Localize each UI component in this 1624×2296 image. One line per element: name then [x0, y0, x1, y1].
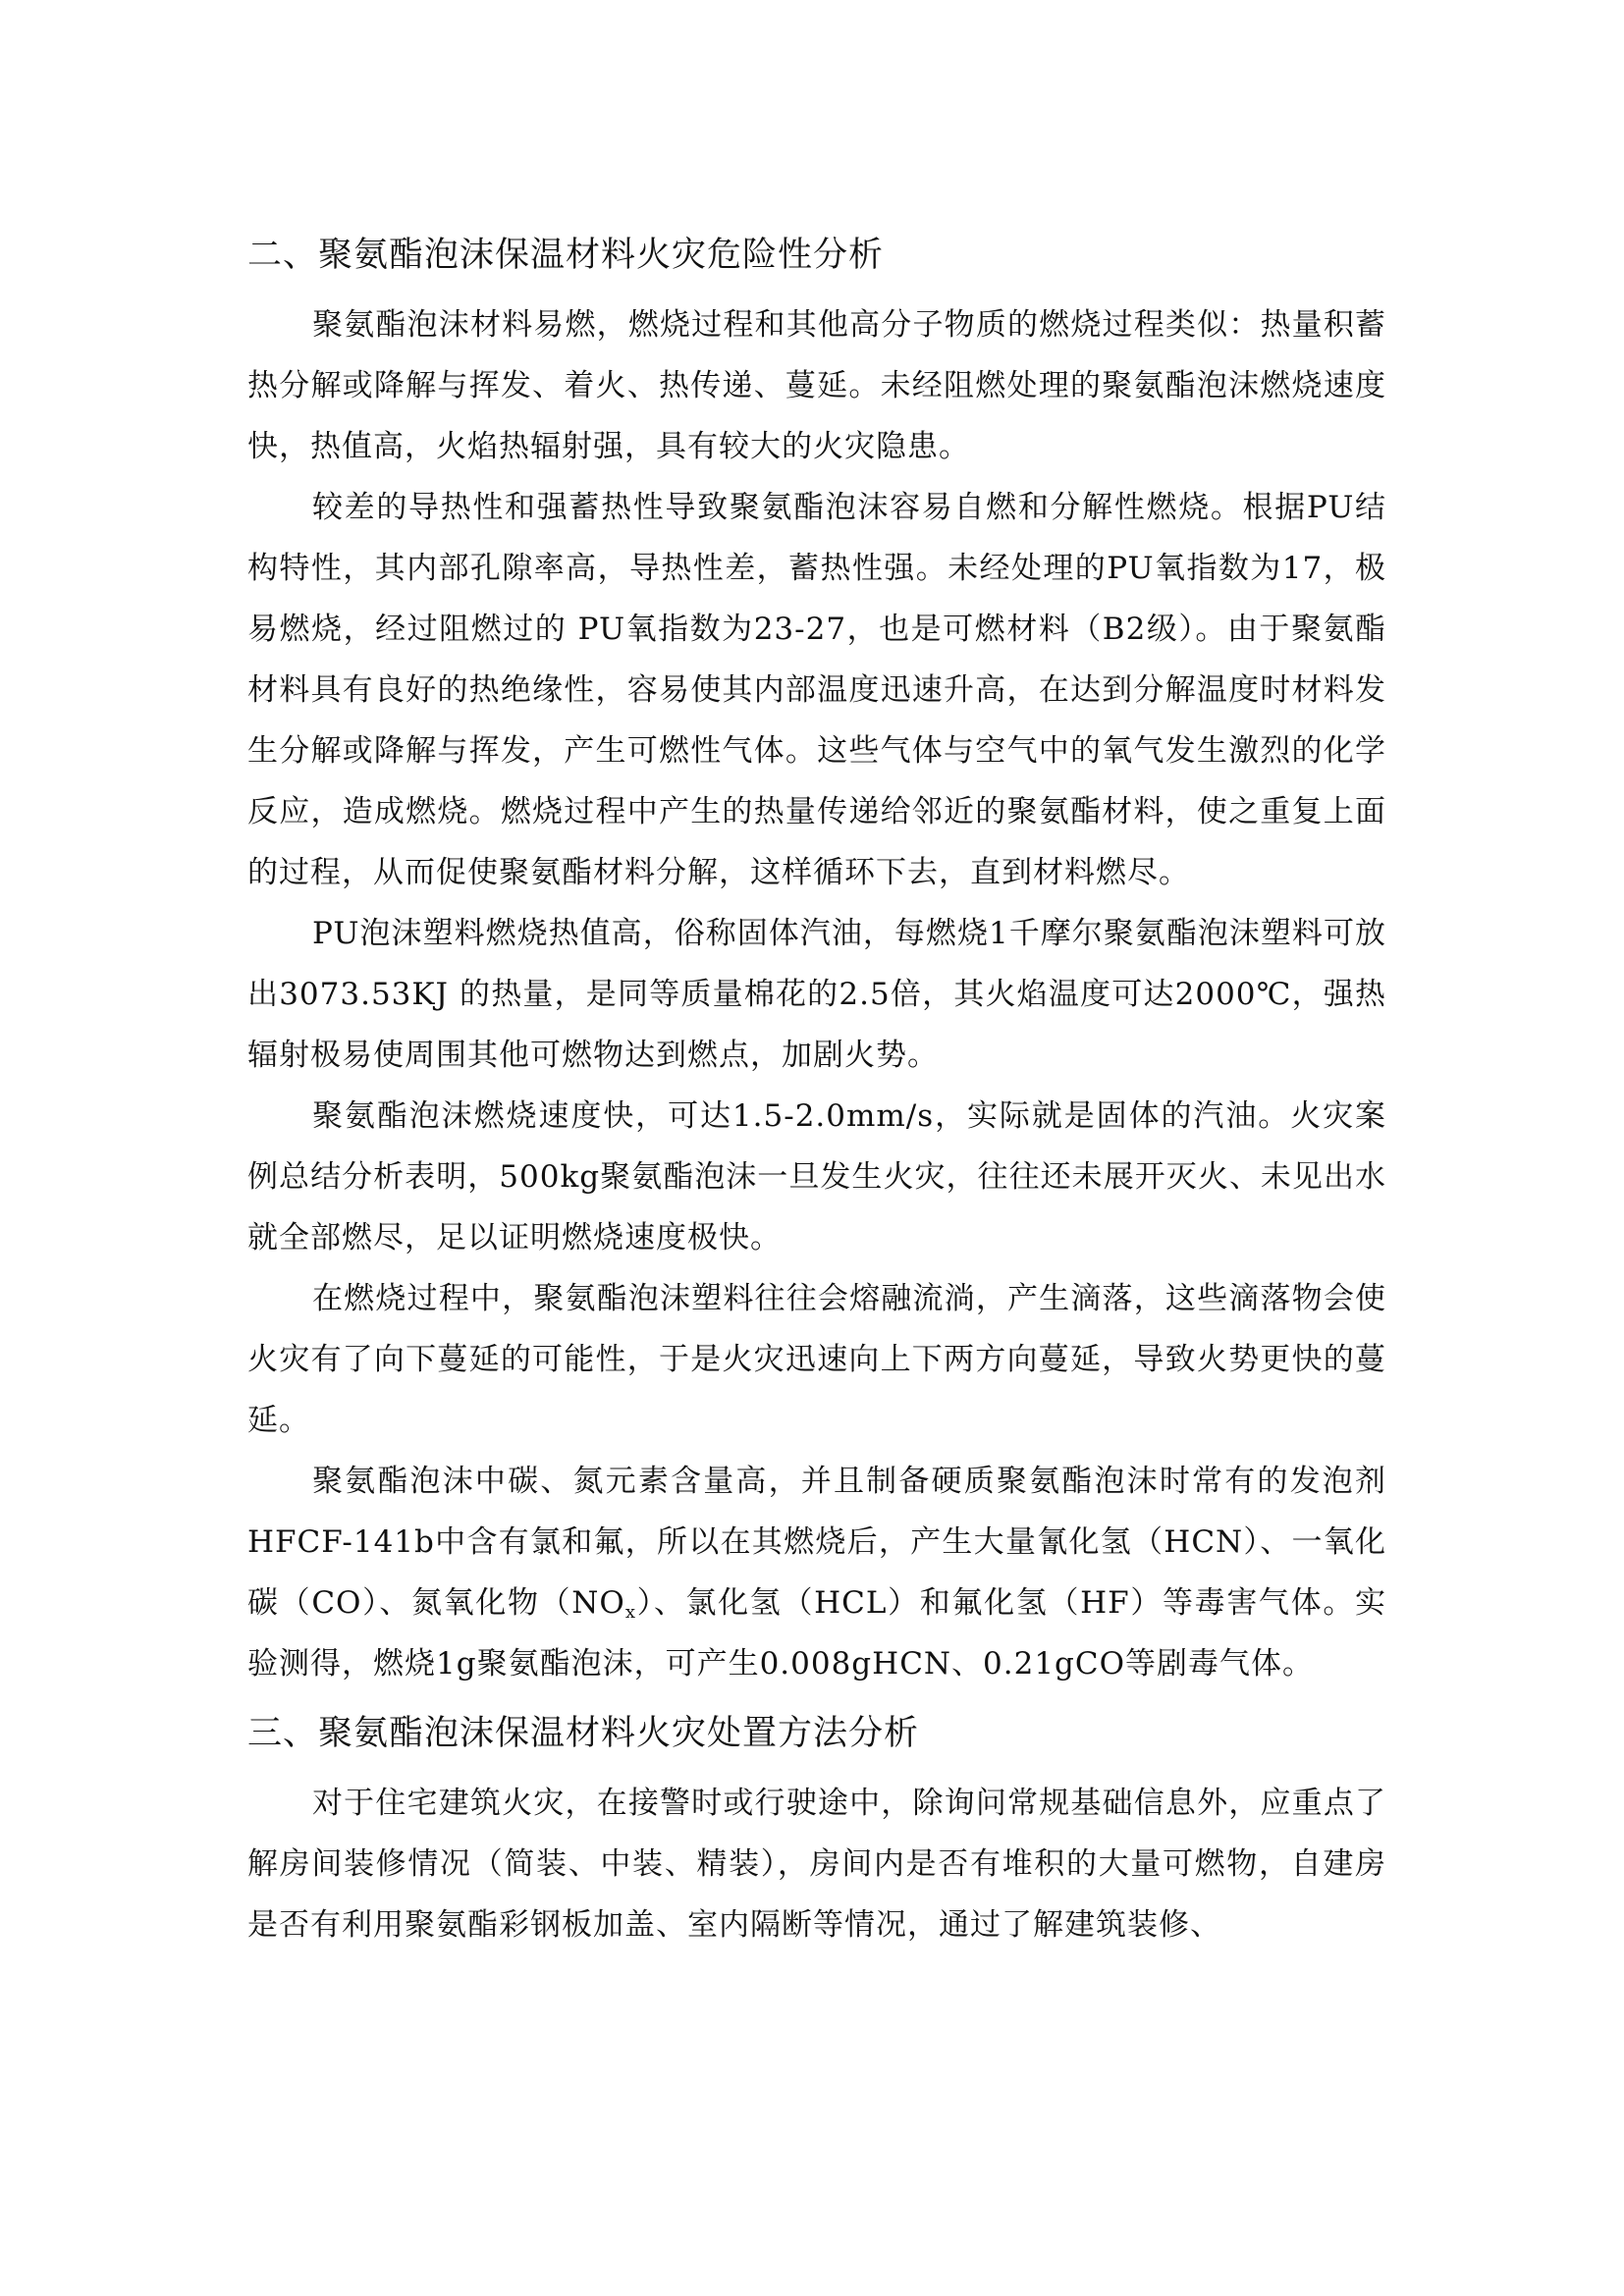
section-2-paragraph-1: 聚氨酯泡沫材料易燃，燃烧过程和其他高分子物质的燃烧过程类似：热量积蓄热分解或降解与挥发、着火、热传递、蔓延。未经阻燃处理的聚氨酯泡沫燃烧速度快，热值高，火焰热辐射强，具有较大的火灾隐患。 — [247, 307, 1386, 464]
section-2-paragraph-6 — [247, 1451, 1386, 1694]
section-2-paragraph-4: 聚氨酯泡沫燃烧速度快，可达1.5-2.0mm/s，实际就是固体的汽油。火灾案例总结分析表明，500kg聚氨酯泡沫一旦发生火灾，往往还未展开灭火、未见出水就全部燃尽，足以证明燃烧速度极快。 — [247, 1098, 1386, 1255]
nox-subscript: x — [624, 1602, 636, 1623]
section-2-paragraph-2: 较差的导热性和强蓄热性导致聚氨酯泡沫容易自燃和分解性燃烧。根据PU结构特性，其内部孔隙率高，导热性差，蓄热性强。未经处理的PU氧指数为17，极易燃烧，经过阻燃过的 PU氧指数为23-27，也是可燃材料（B2级）。由于聚氨酯材料具有良好的热绝缘性，容易使其内部温度迅速升高，在达到分解温度时材料发生分解或降解与挥发，产生可燃性气体。这些气体与空气中的氧气发生激烈的化学反应，造成燃烧。燃烧过程中产生的热量传递给邻近的聚氨酯材料，使之重复上面的过程，从而促使聚氨酯材料分解，这样循环下去，直到材料燃尽。 — [247, 490, 1386, 890]
paragraph-6-text-a: 聚氨酯泡沫中碳、氮元素含量高，并且制备硬质聚氨酯泡沫时常有的发泡剂 HFCF-141b中含有氯和氟，所以在其燃烧后，产生大量氰化氢（HCN）、一氧化碳（CO）、氮氧化物（NO — [247, 1464, 1386, 1621]
document-page — [247, 226, 1386, 1955]
paragraph-6-text-b: ）、氯化氢（HCL）和氟化氢（HF）等毒害气体。实验测得，燃烧1g聚氨酯泡沫，可产生0.008gHCN、0.21gCO等剧毒气体。 — [247, 1585, 1386, 1682]
section-2-paragraph-5: 在燃烧过程中，聚氨酯泡沫塑料往往会熔融流淌，产生滴落，这些滴落物会使火灾有了向下蔓延的可能性，于是火灾迅速向上下两方向蔓延，导致火势更快的蔓延。 — [247, 1281, 1386, 1438]
section-3-heading: 三、聚氨酯泡沫保温材料火灾处置方法分析 — [247, 1714, 920, 1753]
section-2-heading: 二、聚氨酯泡沫保温材料火灾危险性分析 — [247, 236, 885, 275]
section-2-paragraph-3: PU泡沫塑料燃烧热值高，俗称固体汽油，每燃烧1千摩尔聚氨酯泡沫塑料可放出3073.53KJ 的热量，是同等质量棉花的2.5倍，其火焰温度可达2000℃，强热辐射极易使周围其他可燃物达到燃点，加剧火势。 — [247, 916, 1386, 1073]
section-3-paragraph-1: 对于住宅建筑火灾，在接警时或行驶途中，除询问常规基础信息外，应重点了解房间装修情况（简装、中装、精装），房间内是否有堆积的大量可燃物，自建房是否有利用聚氨酯彩钢板加盖、室内隔断等情况，通过了解建筑装修、 — [247, 1786, 1386, 1943]
